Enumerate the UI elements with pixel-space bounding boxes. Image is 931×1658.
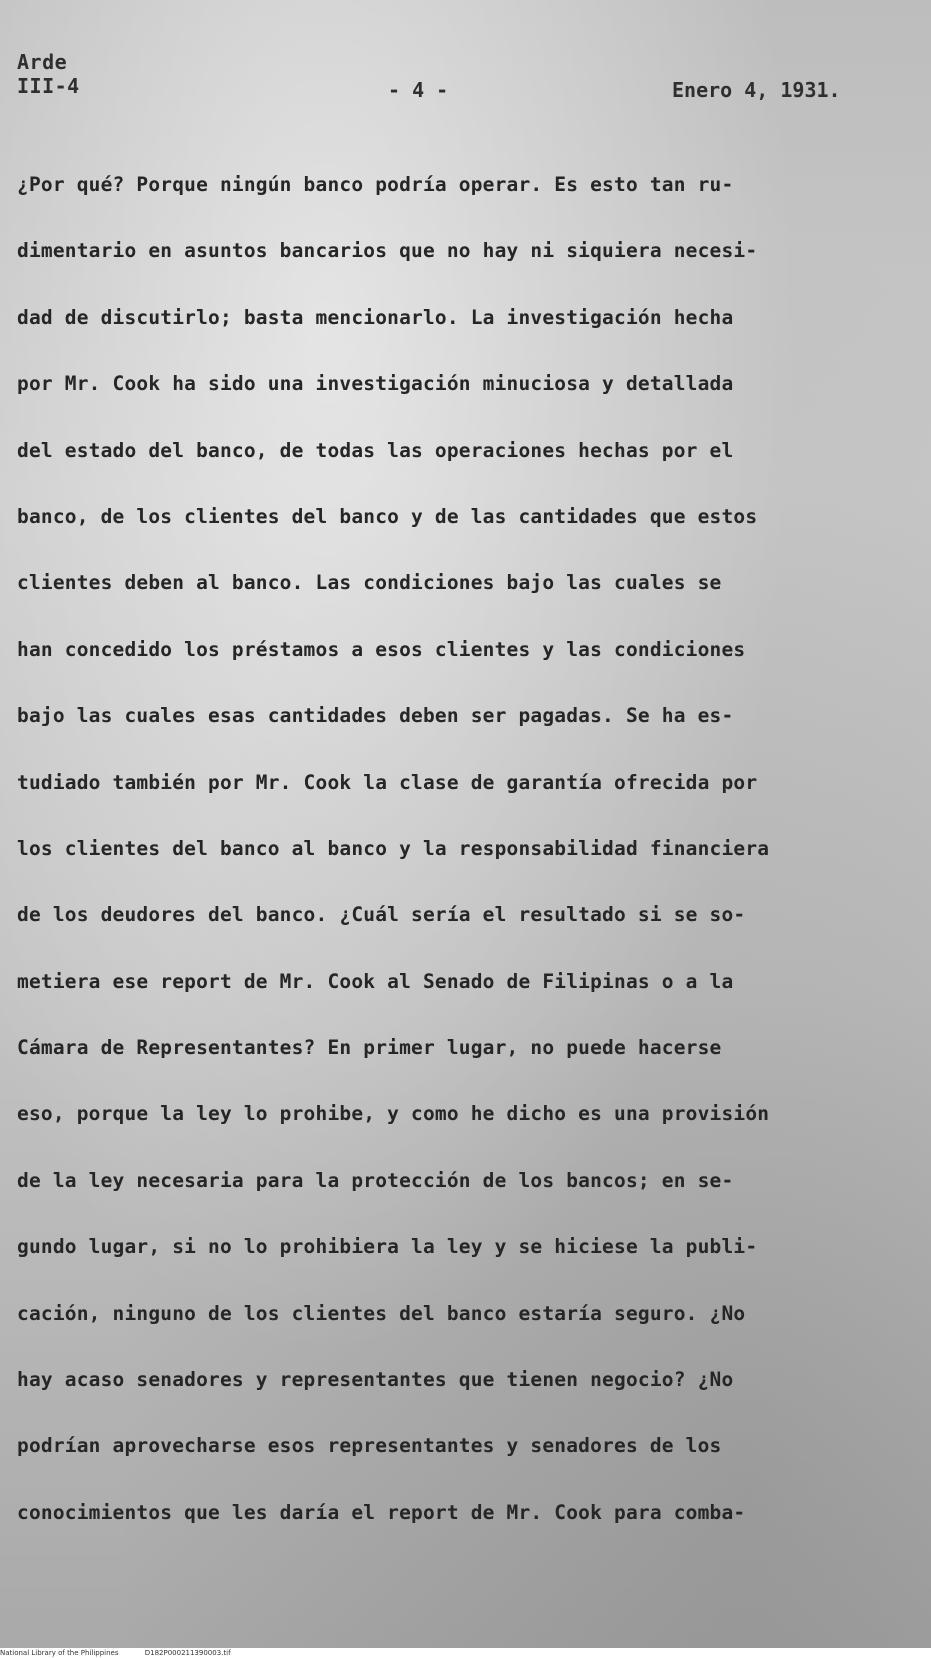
text-line: han concedido los préstamos a esos clientes y las condiciones <box>17 637 746 661</box>
text-line: clientes deben al banco. Las condiciones bajo las cuales se <box>17 571 722 595</box>
body-text <box>17 152 922 1546</box>
reference-line-1: Arde <box>17 50 68 74</box>
text-line: dimentario en asuntos bancarios que no hay ni siquiera necesi- <box>17 239 758 263</box>
text-line: ¿Por qué? Porque ningún banco podría operar. Es esto tan ru- <box>17 173 734 196</box>
reference-line-2: III-4 <box>17 74 80 98</box>
document-reference <box>17 50 80 98</box>
text-line: eso, porque la ley lo prohibe, y como he dicho es una provisión <box>17 1102 770 1126</box>
text-line: gundo lugar, si no lo prohibiera la ley y se hiciese la publi- <box>17 1235 758 1259</box>
text-line: por Mr. Cook ha sido una investigación minuciosa y detallada <box>17 372 734 396</box>
text-line: de la ley necesaria para la protección de los bancos; en se- <box>17 1168 734 1192</box>
text-line: bajo las cuales esas cantidades deben ser pagadas. Se ha es- <box>17 704 734 728</box>
page-number: - 4 - <box>388 78 449 102</box>
text-line: cación, ninguno de los clientes del banco estaría seguro. ¿No <box>17 1301 746 1325</box>
text-line: metiera ese report de Mr. Cook al Senado de Filipinas o a la <box>17 969 734 993</box>
text-line: del estado del banco, de todas las operaciones hechas por el <box>17 438 734 462</box>
document-date: Enero 4, 1931. <box>672 78 841 102</box>
archive-file-name: D182P000211390003.tif <box>144 1649 231 1657</box>
text-line: de los deudores del banco. ¿Cuál sería el resultado si se so- <box>17 903 746 927</box>
text-line: conocimientos que les daría el report de Mr. Cook para comba- <box>17 1500 746 1524</box>
text-line: los clientes del banco al banco y la responsabilidad financiera <box>17 836 770 860</box>
text-line: podrían aprovecharse esos representantes y senadores de los <box>17 1434 722 1458</box>
text-line: hay acaso senadores y representantes que tienen negocio? ¿No <box>17 1368 734 1392</box>
text-line: banco, de los clientes del banco y de las cantidades que estos <box>17 504 758 528</box>
archive-source: National Library of the Philippines <box>0 1649 119 1657</box>
archive-footer <box>0 1648 931 1658</box>
text-line: dad de discutirlo; basta mencionarlo. La investigación hecha <box>17 305 734 329</box>
text-line: tudiado también por Mr. Cook la clase de garantía ofrecida por <box>17 770 758 794</box>
text-line: Cámara de Representantes? En primer lugar, no puede hacerse <box>17 1036 722 1060</box>
